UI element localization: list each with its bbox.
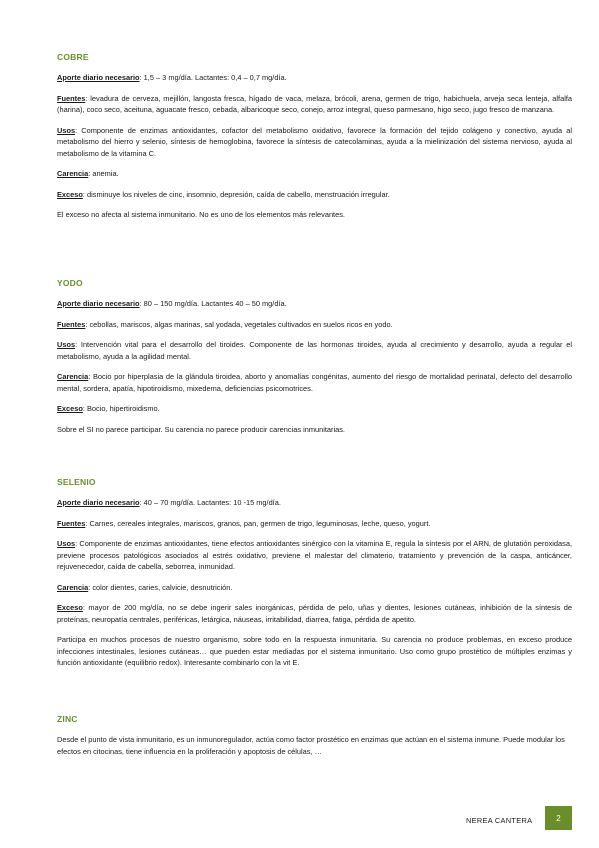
- carencia-label: Carencia: [57, 582, 89, 592]
- section-cobre: [57, 52, 572, 230]
- aporte-text: : 1,5 – 3 mg/día. Lactantes: 0,4 – 0,7 mg/día.: [139, 73, 287, 82]
- nota-paragraph: El exceso no afecta al sistema inmunitario. No es uno de los elementos más relevantes.: [57, 210, 345, 219]
- exceso-label: Exceso: [57, 404, 83, 413]
- page-number-badge: [545, 806, 572, 830]
- fuentes-text: : Carnes, cereales integrales, mariscos, granos, pan, germen de trigo, leguminosas, leche, queso, yogurt.: [85, 518, 431, 528]
- usos-paragraph: [57, 538, 572, 573]
- aporte-label: Aporte diario necesario: [57, 299, 140, 308]
- exceso-label: Exceso: [57, 603, 83, 612]
- usos-text: : Componente de enzimas antioxidantes, cofactor del metabolismo oxidativo, favorece la formación del tejido colágeno y conectivo, ayuda al metabolismo del hierro y selenio, síntesis de hemoglobina, favorece la síntesis de catecolaminas, ayuda a la mielinización del sistema nervioso, ayuda al metabolismo de la vitamina C.: [57, 125, 572, 158]
- fuentes-paragraph: [57, 93, 572, 116]
- fuentes-text: : cebollas, mariscos, algas marinas, sal yodada, vegetales cultivados en suelos ricos en yodo.: [85, 319, 393, 329]
- page-number: 2: [556, 813, 561, 823]
- exceso-text: : Bocio, hipertiroidismo.: [82, 404, 160, 413]
- exceso-paragraph: [57, 189, 572, 201]
- carencia-label: Carencia: [57, 372, 89, 381]
- section-title: SELENIO: [57, 477, 96, 487]
- aporte-paragraph: [57, 72, 572, 84]
- carencia-paragraph: [57, 168, 572, 180]
- usos-label: Usos: [57, 539, 76, 548]
- aporte-text: : 40 – 70 mg/día. Lactantes: 10 -15 mg/día.: [139, 498, 281, 507]
- aporte-paragraph: [57, 497, 572, 509]
- exceso-paragraph: [57, 403, 572, 415]
- exceso-paragraph: [57, 602, 572, 625]
- fuentes-label: Fuentes: [57, 93, 86, 103]
- fuentes-text: : levadura de cerveza, mejillón, langosta fresca, hígado de vaca, melaza, brócoli, arena, germen de trigo, habichuela, arveja seca lenteja, alfalfa (harina), coco seco, aceituna, aguacate fresco, cebada, albaricoque seco, conejo, arroz integral, queso parmesano, higo seco, jugo fresco de manzana.: [57, 93, 572, 114]
- section-zinc: [57, 714, 572, 766]
- fuentes-paragraph: [57, 518, 572, 530]
- aporte-paragraph: [57, 298, 572, 310]
- exceso-label: Exceso: [57, 189, 83, 199]
- carencia-paragraph: [57, 582, 572, 594]
- section-title: COBRE: [57, 52, 89, 62]
- fuentes-label: Fuentes: [57, 319, 86, 329]
- fuentes-label: Fuentes: [57, 518, 86, 528]
- fuentes-paragraph: [57, 319, 572, 331]
- nota-paragraph: Sobre el SI no parece participar. Su carencia no parece producir carencias inmunitarias.: [57, 424, 345, 434]
- section-selenio: [57, 477, 572, 678]
- section-yodo: [57, 278, 572, 444]
- carencia-text: : anemia.: [88, 169, 119, 178]
- carencia-paragraph: [57, 371, 572, 394]
- carencia-label: Carencia: [57, 169, 89, 178]
- usos-paragraph: [57, 125, 572, 160]
- aporte-text: : 80 – 150 mg/día. Lactantes 40 – 50 mg/día.: [139, 299, 287, 308]
- aporte-label: Aporte diario necesario: [57, 498, 140, 507]
- exceso-text: : disminuye los niveles de cinc, insomnio, depresión, caída de cabello, menstruación irregular.: [82, 189, 390, 199]
- zinc-paragraph: Desde el punto de vista inmunitario, es un inmunoregulador, actúa como factor prostético en enzimas que actúan en el sistema inmune. Puede modular los efectos en citocinas, tiene influencia en la proliferación y apoptosis de células, …: [57, 735, 565, 756]
- exceso-text: : mayor de 200 mg/día, no se debe ingerir sales inorgánicas, pérdida de pelo, uñas y dientes, lesiones cutáneas, inhibición de la síntesis de proteínas, neuropatía centrales, periféricas, letárgica, náuseas, irritabilidad, diarrea, fatiga, pérdida de apetito.: [57, 603, 572, 624]
- usos-paragraph: [57, 339, 572, 362]
- aporte-label: Aporte diario necesario: [57, 73, 140, 82]
- nota-paragraph: Participa en muchos procesos de nuestro organismo, sobre todo en la respuesta inmunitaria. Su carencia no produce problemas, en exceso produce infecciones intestinales, lesiones cutáneas… que pueden estar mediadas por el sistema inmunitario. Uso como grupo prostético de múltiples enzimas y función antioxidante (equilibrio redox). Interesante combinarlo con la vit E.: [57, 635, 572, 667]
- footer-author: NEREA CANTERA: [466, 816, 533, 825]
- carencia-text: : color dientes, caries, calvicie, desnutrición.: [88, 582, 233, 592]
- carencia-text: : Bocio por hiperplasia de la glándula tiroidea, aborto y anomalías congénitas, aumento del riesgo de mortalidad perinatal, defecto del desarrollo mental, sordera, apatía, hipotiroidismo, mixedema, deficiencias psicomotrices.: [57, 372, 572, 393]
- usos-text: : Componente de enzimas antioxidantes, tiene efectos antioxidantes sinérgico con la vitamina E, regula la síntesis por el ARN, de glutatión peroxidasa, previene procesos patológicos asociados al estrés oxidativo, previene el malestar del climaterio, tratamiento y prevención de la caspa, anticáncer, rejuvenecedor, caída de cabella, seborrea, inmunidad.: [57, 539, 572, 571]
- section-title: ZINC: [57, 714, 78, 724]
- usos-label: Usos: [57, 340, 76, 349]
- section-title: YODO: [57, 278, 83, 288]
- usos-label: Usos: [57, 125, 76, 135]
- usos-text: : Intervención vital para el desarrollo del tiroides. Componente de las hormonas tiroides, ayuda al crecimiento y desarrollo, ayuda a regular el metabolismo, ayuda a la agilidad mental.: [57, 340, 572, 361]
